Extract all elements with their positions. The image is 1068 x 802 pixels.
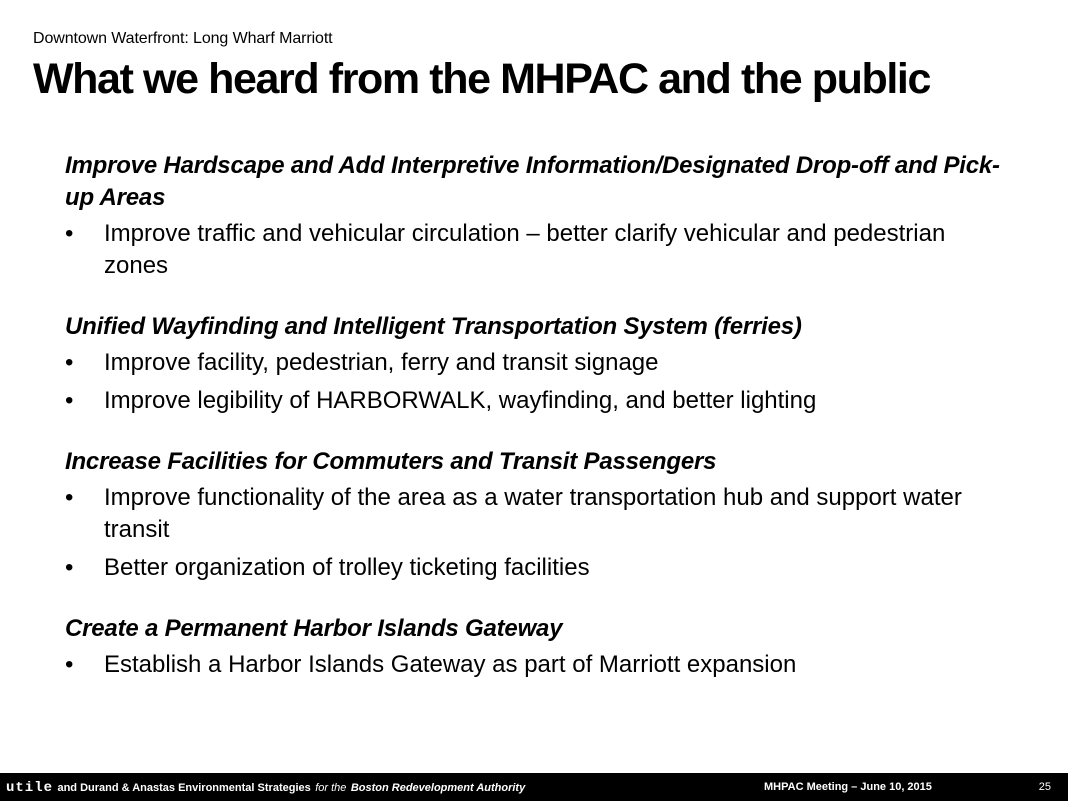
bullet-icon: • [65,484,74,511]
slide-content [65,150,1015,681]
section-heading: Create a Permanent Harbor Islands Gateway [65,615,563,642]
page-title: What we heard from the MHPAC and the public [33,55,930,103]
section-harbor-islands [65,613,1015,681]
bullet-text: Improve legibility of HARBORWALK, wayfinding, and better lighting [104,387,817,414]
footer-meeting: MHPAC Meeting – June 10, 2015 [764,781,932,793]
bullet-list [65,482,1015,584]
bullet-icon: • [65,349,74,376]
footer-credits [6,773,525,801]
bullet-item [65,347,1015,379]
page-number: 25 [1038,781,1051,793]
section-heading: Increase Facilities for Commuters and Transit Passengers [65,448,717,475]
bullet-text: Improve traffic and vehicular circulation – better clarify vehicular and pedestrian zones [104,220,946,279]
bullet-item [65,482,1015,546]
section-commuters [65,446,1015,584]
bullet-item [65,649,1015,681]
section-heading: Improve Hardscape and Add Interpretive Information/Designated Drop-off and Pick-up Areas [65,152,1000,211]
footer-client: Boston Redevelopment Authority [350,782,526,794]
bullet-item [65,385,1015,417]
bullet-item [65,218,1015,282]
brand-logo: utile [6,780,54,796]
bullet-icon: • [65,387,74,414]
bullet-text: Establish a Harbor Islands Gateway as part of Marriott expansion [104,651,797,678]
bullet-list [65,218,1015,282]
bullet-icon: • [65,651,74,678]
section-hardscape [65,150,1015,282]
footer-for-text: for the [315,782,347,794]
section-heading: Unified Wayfinding and Intelligent Transportation System (ferries) [65,313,802,340]
bullet-icon: • [65,554,74,581]
bullet-text: Improve facility, pedestrian, ferry and transit signage [104,349,659,376]
bullet-icon: • [65,220,74,247]
bullet-item [65,552,1015,584]
bullet-text: Better organization of trolley ticketing facilities [104,554,590,581]
bullet-text: Improve functionality of the area as a water transportation hub and support water transit [104,484,962,543]
bullet-list [65,347,1015,417]
footer-bar [0,773,1068,801]
footer-partners: and Durand & Anastas Environmental Strategies [57,782,311,794]
bullet-list [65,649,1015,681]
section-wayfinding [65,311,1015,417]
breadcrumb: Downtown Waterfront: Long Wharf Marriott [33,30,333,47]
